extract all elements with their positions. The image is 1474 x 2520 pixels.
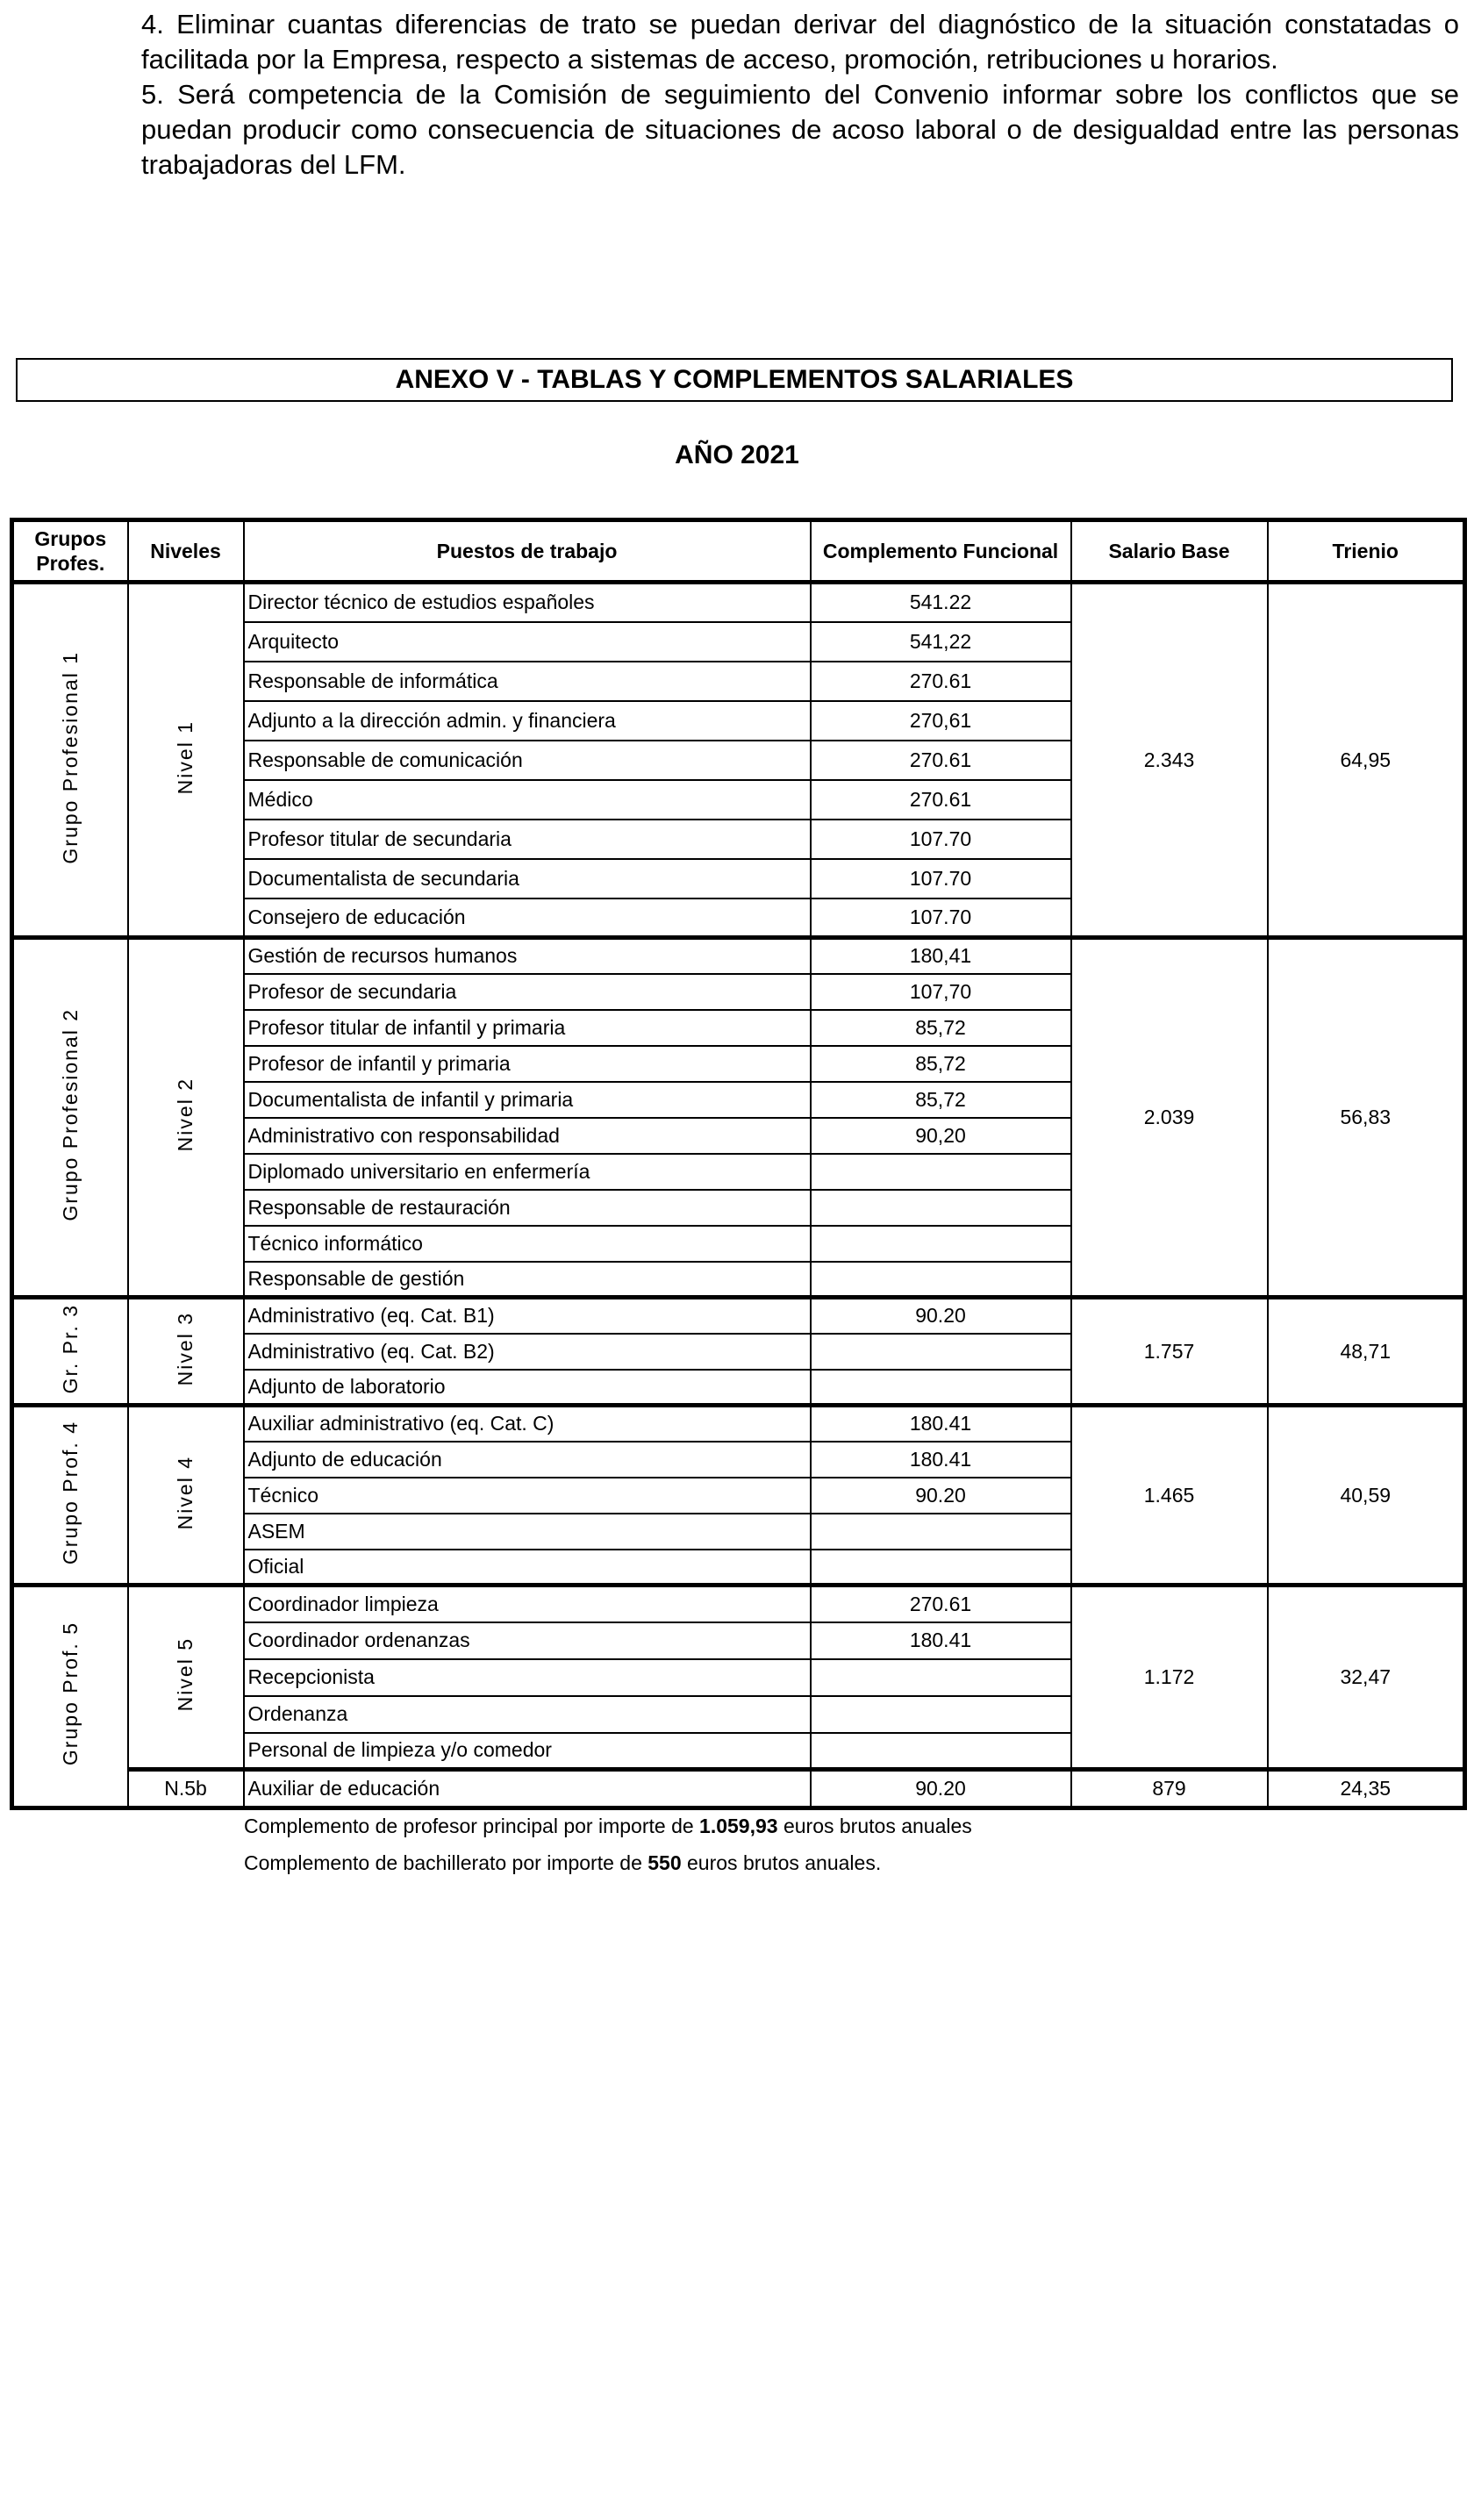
puesto-cell: Diplomado universitario en enfermería xyxy=(244,1154,811,1190)
puesto-cell: Director técnico de estudios españoles xyxy=(244,583,811,622)
puesto-cell: Ordenanza xyxy=(244,1696,811,1733)
group-label: Grupo Prof. 4 xyxy=(58,1420,82,1565)
puesto-cell: Técnico xyxy=(244,1478,811,1514)
complemento-cell: 85,72 xyxy=(811,1046,1071,1082)
intro-text xyxy=(141,7,1459,183)
table-row xyxy=(12,583,1465,622)
salario-base-cell: 2.343 xyxy=(1071,583,1268,938)
salario-base-cell: 2.039 xyxy=(1071,938,1268,1298)
table-header-row xyxy=(12,520,1465,583)
table-row xyxy=(12,1298,1465,1334)
footnote-bachillerato xyxy=(244,1851,881,1875)
puesto-cell: Profesor de infantil y primaria xyxy=(244,1046,811,1082)
puesto-cell: Documentalista de infantil y primaria xyxy=(244,1082,811,1118)
note-amount: 550 xyxy=(648,1851,682,1874)
level-cell xyxy=(128,1586,244,1770)
complemento-cell: 90.20 xyxy=(811,1298,1071,1334)
puesto-cell: Responsable de restauración xyxy=(244,1190,811,1226)
group-cell xyxy=(12,1586,128,1808)
puesto-cell: Adjunto de laboratorio xyxy=(244,1370,811,1406)
complemento-cell xyxy=(811,1226,1071,1262)
complemento-cell: 85,72 xyxy=(811,1010,1071,1046)
header-complemento: Complemento Funcional xyxy=(811,520,1071,583)
complemento-cell: 180.41 xyxy=(811,1442,1071,1478)
group-cell xyxy=(12,938,128,1298)
complemento-cell: 270.61 xyxy=(811,662,1071,701)
puesto-cell: Responsable de gestión xyxy=(244,1262,811,1298)
group-label: Grupo Profesional 2 xyxy=(58,1008,82,1221)
complemento-cell: 180.41 xyxy=(811,1406,1071,1442)
puesto-cell: Técnico informático xyxy=(244,1226,811,1262)
intro-item-4: 4. Eliminar cuantas diferencias de trato se puedan derivar del diagnóstico de la situación constatadas o facilitada por la Empresa, respecto a sistemas de acceso, promoción, retribuciones u horarios. xyxy=(141,9,1459,75)
complemento-cell: 180,41 xyxy=(811,938,1071,974)
complemento-cell: 107.70 xyxy=(811,859,1071,898)
note-amount: 1.059,93 xyxy=(699,1815,778,1837)
group-cell xyxy=(12,1298,128,1406)
salario-base-cell: 1.465 xyxy=(1071,1406,1268,1586)
trienio-cell: 64,95 xyxy=(1268,583,1465,938)
complemento-cell xyxy=(811,1733,1071,1770)
level-label: Nivel 4 xyxy=(174,1455,197,1530)
trienio-cell: 32,47 xyxy=(1268,1586,1465,1770)
complemento-cell: 541,22 xyxy=(811,622,1071,662)
complemento-cell: 270.61 xyxy=(811,741,1071,780)
level-cell xyxy=(128,583,244,938)
note-text: euros brutos anuales. xyxy=(681,1851,882,1874)
puesto-cell: Administrativo (eq. Cat. B1) xyxy=(244,1298,811,1334)
complemento-cell: 90.20 xyxy=(811,1770,1071,1808)
note-text: euros brutos anuales xyxy=(777,1815,972,1837)
table-row xyxy=(12,1770,1465,1808)
complemento-cell: 107.70 xyxy=(811,820,1071,859)
header-trienio: Trienio xyxy=(1268,520,1465,583)
complemento-cell: 541.22 xyxy=(811,583,1071,622)
complemento-cell: 180.41 xyxy=(811,1622,1071,1659)
puesto-cell: Recepcionista xyxy=(244,1659,811,1696)
table-row xyxy=(12,1406,1465,1442)
puesto-cell: Adjunto a la dirección admin. y financiera xyxy=(244,701,811,741)
salario-base-cell: 1.172 xyxy=(1071,1586,1268,1770)
group-cell xyxy=(12,583,128,938)
complemento-cell xyxy=(811,1262,1071,1298)
puesto-cell: Auxiliar de educación xyxy=(244,1770,811,1808)
puesto-cell: Oficial xyxy=(244,1550,811,1586)
complemento-cell: 85,72 xyxy=(811,1082,1071,1118)
puesto-cell: Auxiliar administrativo (eq. Cat. C) xyxy=(244,1406,811,1442)
note-text: Complemento de profesor principal por importe de xyxy=(244,1815,700,1837)
level-label: Nivel 1 xyxy=(174,719,197,795)
puesto-cell: Profesor titular de infantil y primaria xyxy=(244,1010,811,1046)
puesto-cell: Profesor de secundaria xyxy=(244,974,811,1010)
level-label: Nivel 2 xyxy=(174,1077,197,1152)
trienio-cell: 40,59 xyxy=(1268,1406,1465,1586)
group-label: Grupo Prof. 5 xyxy=(58,1622,82,1766)
complemento-cell: 270.61 xyxy=(811,1586,1071,1622)
complemento-cell xyxy=(811,1370,1071,1406)
complemento-cell: 270.61 xyxy=(811,780,1071,820)
puesto-cell: Profesor titular de secundaria xyxy=(244,820,811,859)
trienio-cell: 48,71 xyxy=(1268,1298,1465,1406)
salary-table xyxy=(10,518,1467,1810)
puesto-cell: Médico xyxy=(244,780,811,820)
complemento-cell xyxy=(811,1659,1071,1696)
complemento-cell xyxy=(811,1190,1071,1226)
trienio-cell: 24,35 xyxy=(1268,1770,1465,1808)
puesto-cell: ASEM xyxy=(244,1514,811,1550)
note-text: Complemento de bachillerato por importe de xyxy=(244,1851,648,1874)
footnote-profesor-principal xyxy=(244,1815,972,1838)
puesto-cell: Responsable de informática xyxy=(244,662,811,701)
table-row xyxy=(12,1586,1465,1622)
table-row xyxy=(12,938,1465,974)
complemento-cell xyxy=(811,1154,1071,1190)
group-label: Grupo Profesional 1 xyxy=(58,650,82,864)
header-niveles: Niveles xyxy=(128,520,244,583)
level-cell xyxy=(128,1298,244,1406)
complemento-cell: 107,70 xyxy=(811,974,1071,1010)
puesto-cell: Coordinador limpieza xyxy=(244,1586,811,1622)
group-label: Gr. Pr. 3 xyxy=(58,1303,82,1394)
level-cell: N.5b xyxy=(128,1770,244,1808)
complemento-cell: 90,20 xyxy=(811,1118,1071,1154)
puesto-cell: Administrativo con responsabilidad xyxy=(244,1118,811,1154)
complemento-cell: 90.20 xyxy=(811,1478,1071,1514)
complemento-cell xyxy=(811,1514,1071,1550)
salario-base-cell: 1.757 xyxy=(1071,1298,1268,1406)
level-label: Nivel 3 xyxy=(174,1311,197,1386)
complemento-cell xyxy=(811,1550,1071,1586)
complemento-cell: 270,61 xyxy=(811,701,1071,741)
level-label: Nivel 5 xyxy=(174,1637,197,1712)
header-grupos: Grupos Profes. xyxy=(12,520,128,583)
trienio-cell: 56,83 xyxy=(1268,938,1465,1298)
complemento-cell xyxy=(811,1696,1071,1733)
puesto-cell: Administrativo (eq. Cat. B2) xyxy=(244,1334,811,1370)
year-title: AÑO 2021 xyxy=(675,440,799,469)
group-cell xyxy=(12,1406,128,1586)
puesto-cell: Arquitecto xyxy=(244,622,811,662)
level-cell xyxy=(128,1406,244,1586)
puesto-cell: Personal de limpieza y/o comedor xyxy=(244,1733,811,1770)
level-cell xyxy=(128,938,244,1298)
header-puestos: Puestos de trabajo xyxy=(244,520,811,583)
complemento-cell xyxy=(811,1334,1071,1370)
complemento-cell: 107.70 xyxy=(811,898,1071,938)
puesto-cell: Consejero de educación xyxy=(244,898,811,938)
salario-base-cell: 879 xyxy=(1071,1770,1268,1808)
annex-title: ANEXO V - TABLAS Y COMPLEMENTOS SALARIALES xyxy=(16,358,1453,402)
puesto-cell: Adjunto de educación xyxy=(244,1442,811,1478)
puesto-cell: Coordinador ordenanzas xyxy=(244,1622,811,1659)
intro-item-5: 5. Será competencia de la Comisión de seguimiento del Convenio informar sobre los conflictos que se puedan producir como consecuencia de situaciones de acoso laboral o de desigualdad entre las personas trabajadoras del LFM. xyxy=(141,79,1459,180)
puesto-cell: Responsable de comunicación xyxy=(244,741,811,780)
header-salario-base: Salario Base xyxy=(1071,520,1268,583)
puesto-cell: Documentalista de secundaria xyxy=(244,859,811,898)
puesto-cell: Gestión de recursos humanos xyxy=(244,938,811,974)
